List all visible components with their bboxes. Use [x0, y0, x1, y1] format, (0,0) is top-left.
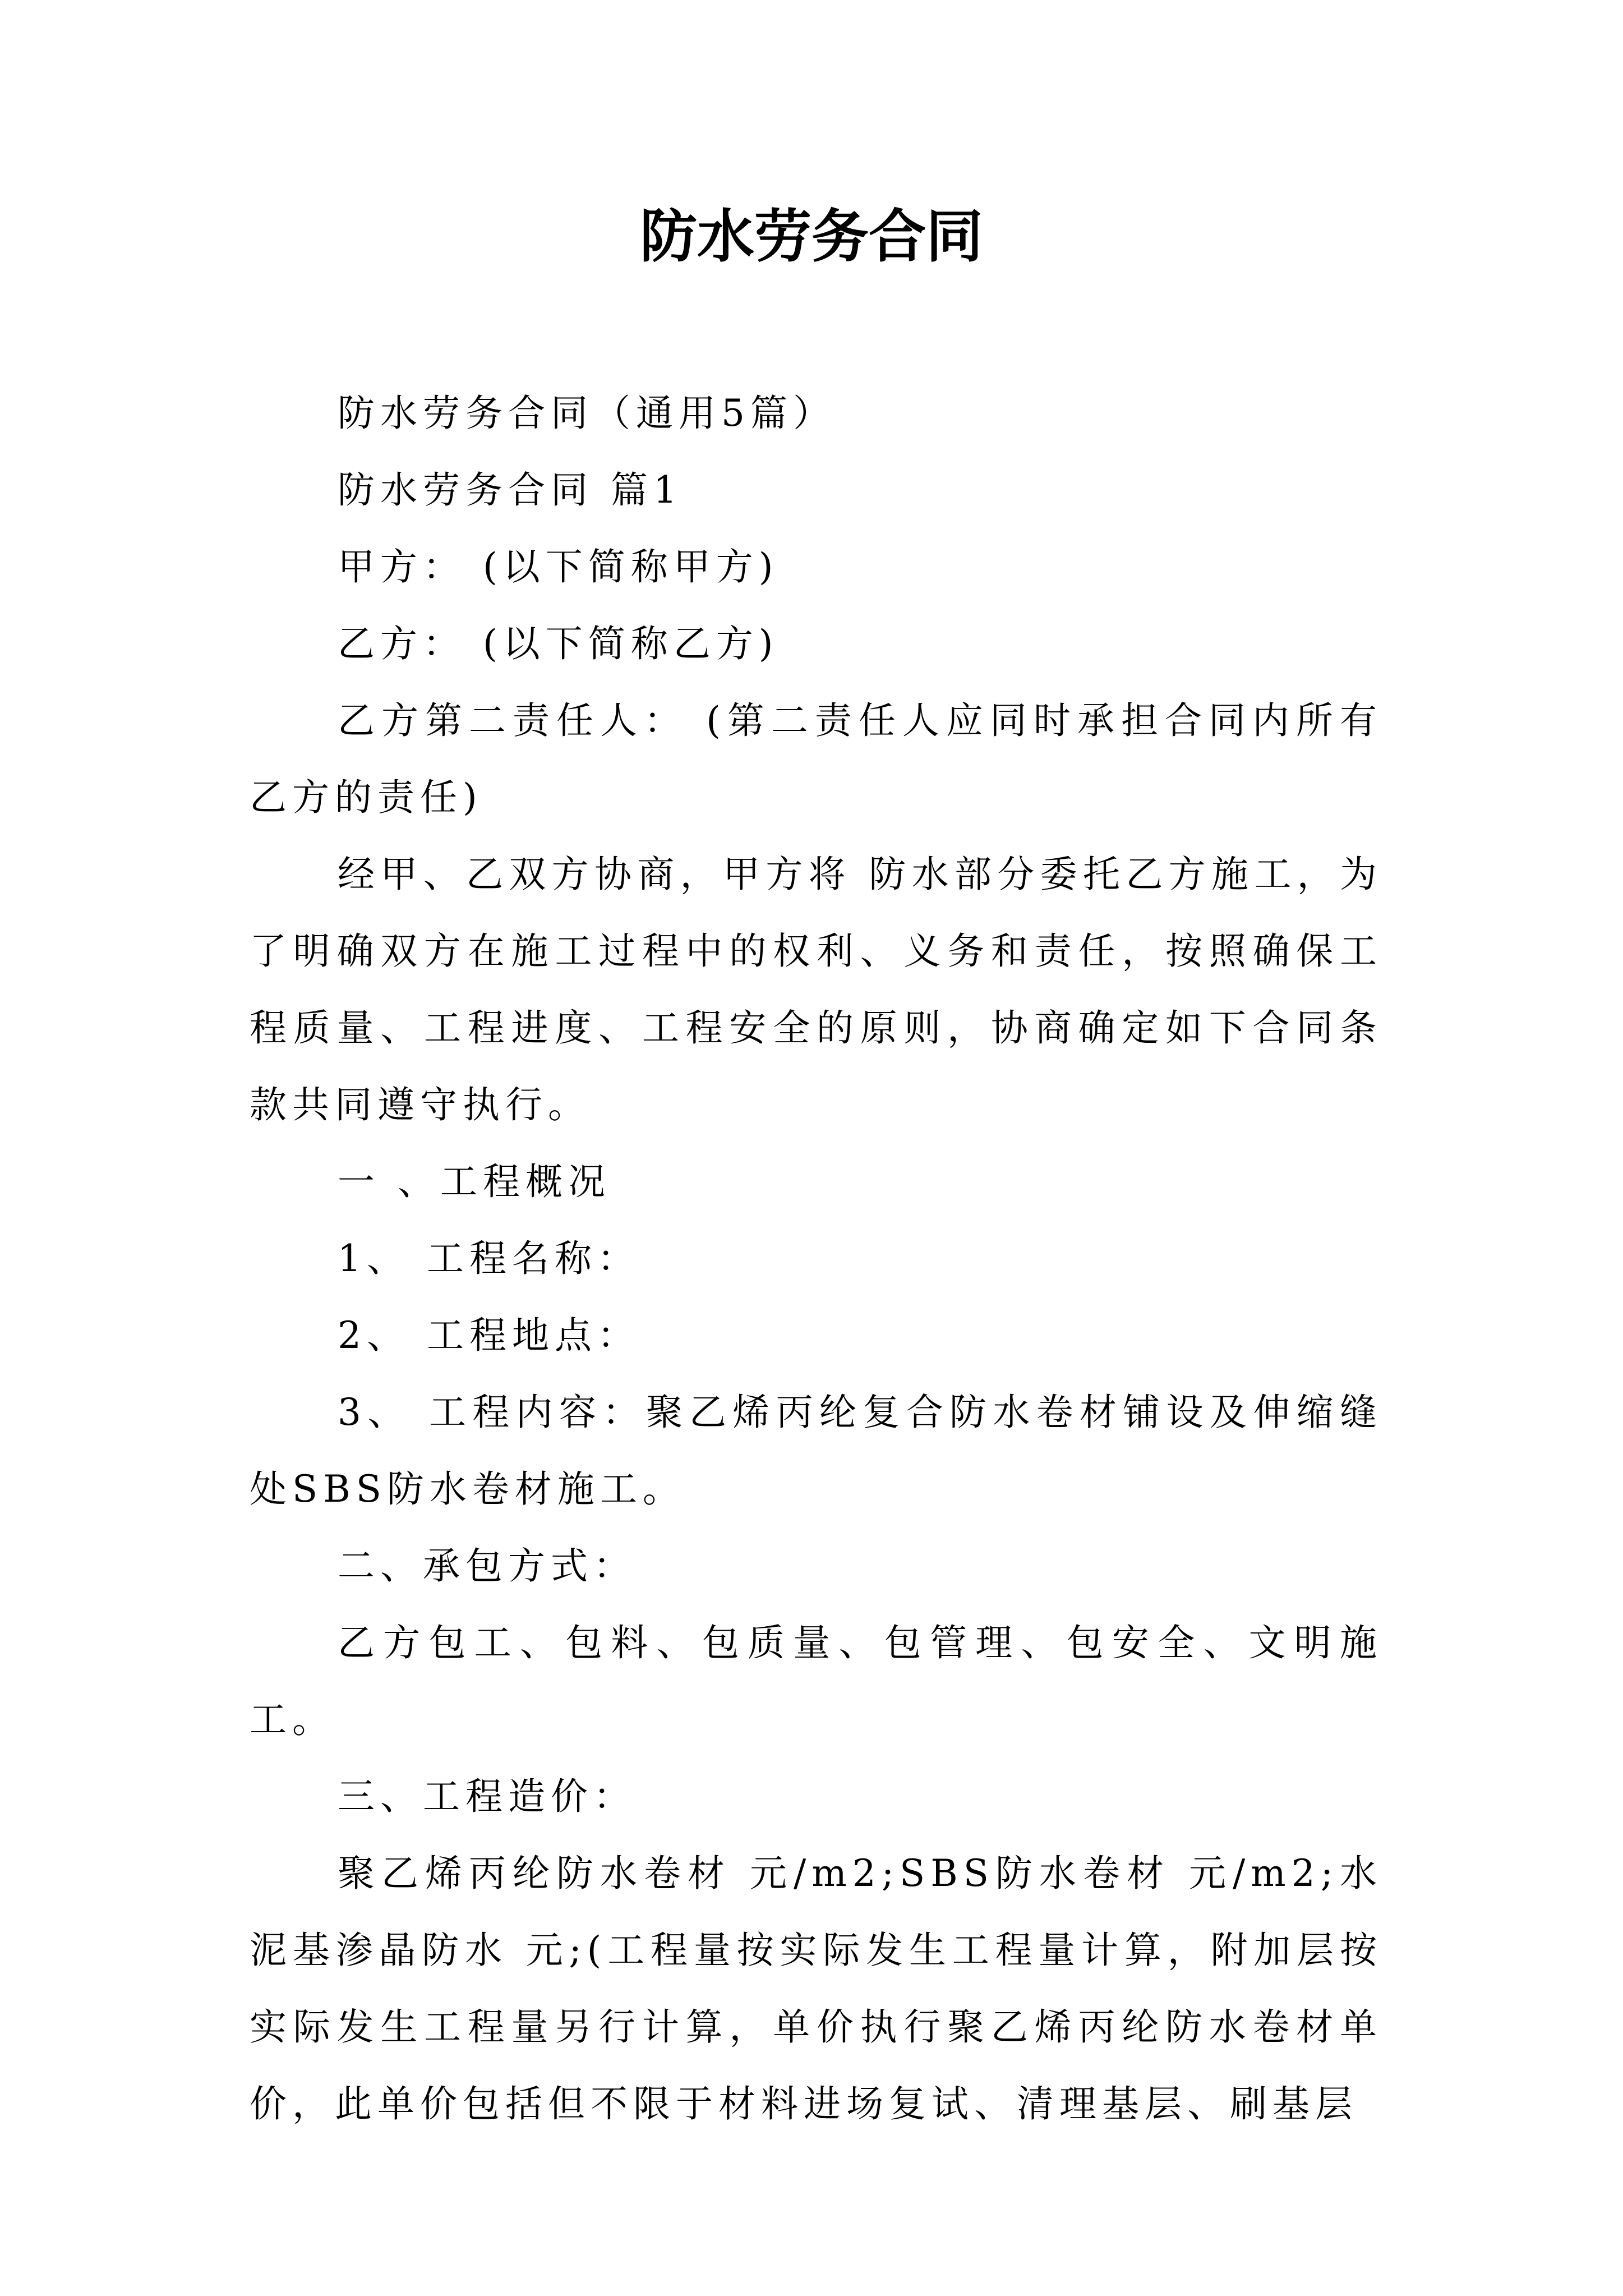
paragraph-project-content: 3、 工程内容：聚乙烯丙纶复合防水卷材铺设及伸缩缝处SBS防水卷材施工。: [250, 1391, 1382, 1511]
paragraph-heading-contract-mode: 二、承包方式：: [338, 1544, 636, 1588]
paragraph-second-responsible: 乙方第二责任人： (第二责任人应同时承担合同内所有乙方的责任): [250, 699, 1382, 819]
paragraph-project-name: 1、 工程名称：: [338, 1237, 640, 1280]
document-body: [250, 375, 1382, 2142]
paragraph-section-heading: 防水劳务合同 篇1: [338, 468, 683, 512]
document-title: 防水劳务合同: [640, 204, 983, 270]
paragraph-subtitle: 防水劳务合同（通用5篇）: [338, 392, 836, 435]
paragraph-project-location: 2、 工程地点：: [338, 1314, 640, 1357]
paragraph-contract-mode: 乙方包工、包料、包质量、包管理、包安全、文明施工。: [250, 1621, 1382, 1741]
paragraph-party-a: 甲方： (以下简称甲方): [338, 545, 779, 588]
paragraph-cost-detail: 聚乙烯丙纶防水卷材 元/m2;SBS防水卷材 元/m2;水泥基渗晶防水 元;(工程量按实际发生工程量计算，附加层按实际发生工程量另行计算，单价执行聚乙烯丙纶防水卷材单价，此单价包括但不限于材料进场复试、清理基层、刷基层: [250, 1852, 1382, 2125]
paragraph-preamble: 经甲、乙双方协商，甲方将 防水部分委托乙方施工，为了明确双方在施工过程中的权利、义务和责任，按照确保工程质量、工程进度、工程安全的原则，协商确定如下合同条款共同遵守执行。: [250, 853, 1382, 1126]
paragraph-party-b: 乙方： (以下简称乙方): [338, 622, 779, 665]
paragraph-heading-overview: 一 、工程概况: [338, 1160, 611, 1203]
paragraph-heading-cost: 三、工程造价：: [338, 1775, 636, 1818]
